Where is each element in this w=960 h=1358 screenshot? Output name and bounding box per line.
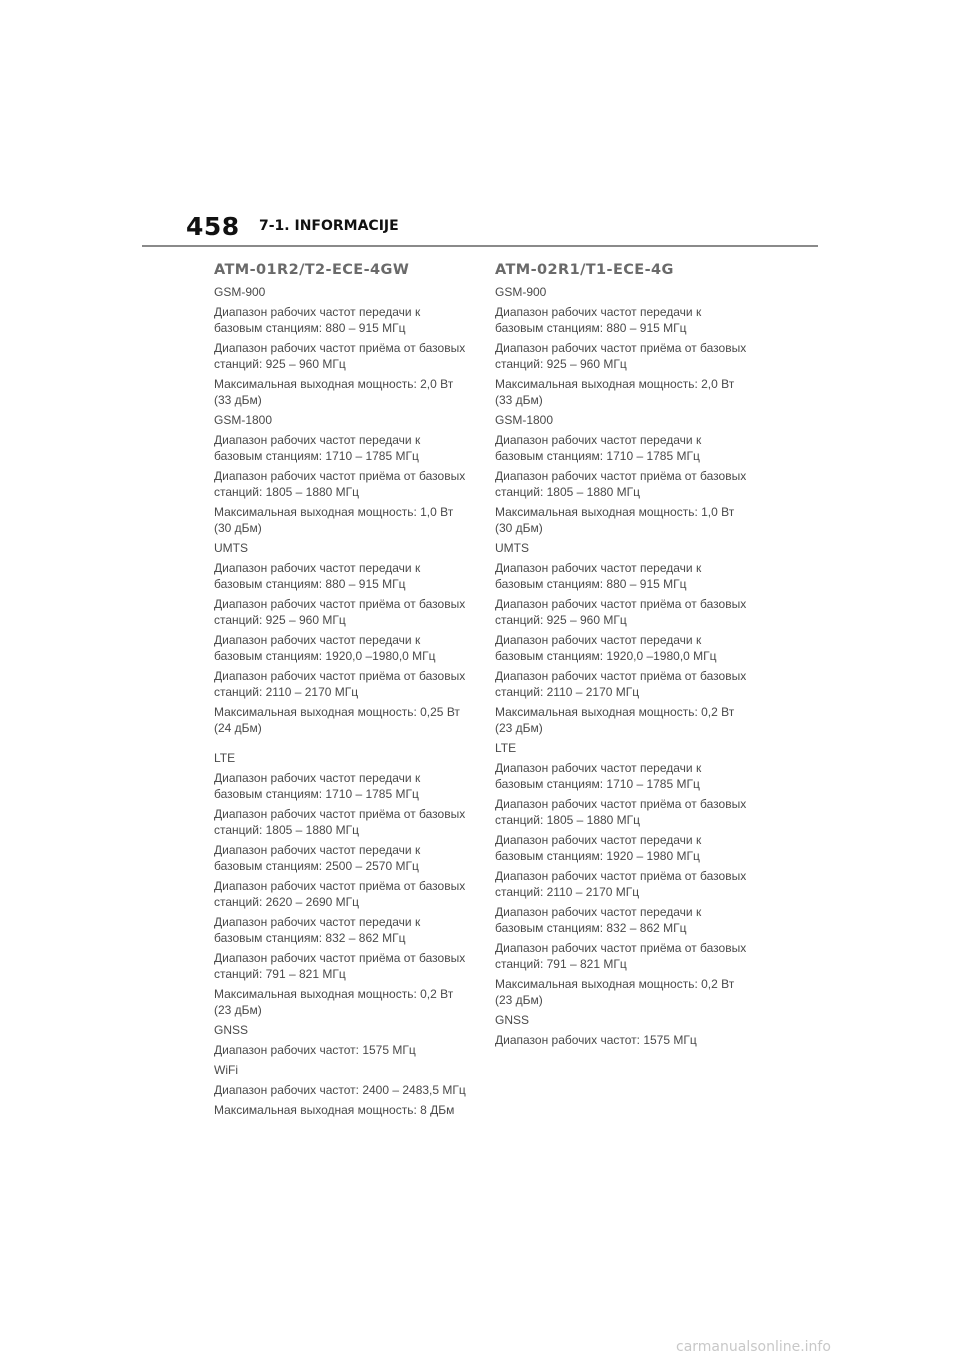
spec-paragraph: Максимальная выходная мощность: 1,0 Вт (30 дБм) [214,505,454,535]
spec-paragraph: Диапазон рабочих частот передачи к базовым станциям: 832 – 862 МГц [495,905,702,935]
spec-paragraph: Диапазон рабочих частот приёма от базовых станций: 2110 – 2170 МГц [495,869,747,899]
spec-paragraph: Диапазон рабочих частот приёма от базовых станций: 2110 – 2170 МГц [214,669,466,699]
page-number: 458 [186,212,240,241]
spec-paragraph: Диапазон рабочих частот передачи к базовым станциям: 880 – 915 МГц [214,561,421,591]
spec-section-heading: GSM-900 [214,285,266,299]
spec-section-heading: UMTS [214,541,248,555]
spec-paragraph: Диапазон рабочих частот приёма от базовых станций: 925 – 960 МГц [495,341,747,371]
spec-section-heading: GNSS [214,1023,249,1037]
spec-paragraph: Диапазон рабочих частот передачи к базовым станциям: 880 – 915 МГц [214,305,421,335]
spec-section-heading: LTE [495,741,517,755]
spec-paragraph: Диапазон рабочих частот: 1575 МГц [214,1043,416,1057]
spec-paragraph: Диапазон рабочих частот приёма от базовых станций: 925 – 960 МГц [214,597,466,627]
spec-paragraph: Максимальная выходная мощность: 8 ДБм [214,1103,455,1117]
spec-paragraph: Диапазон рабочих частот приёма от базовых станций: 791 – 821 МГц [214,951,466,981]
right-column [495,262,750,1052]
right-model-title: ATM-02R1/T1-ECE-4G [495,262,674,278]
right-spec-list [495,284,750,1048]
spec-paragraph: Максимальная выходная мощность: 0,2 Вт (23 дБм) [495,705,735,735]
spec-section-heading: GSM-1800 [495,413,554,427]
spec-paragraph: Диапазон рабочих частот приёма от базовых станций: 1805 – 1880 МГц [495,797,747,827]
spec-paragraph: Диапазон рабочих частот передачи к базовым станциям: 880 – 915 МГц [495,305,702,335]
spec-paragraph: Диапазон рабочих частот: 1575 МГц [495,1033,697,1047]
spec-paragraph: Диапазон рабочих частот приёма от базовых станций: 2110 – 2170 МГц [495,669,747,699]
spec-paragraph: Диапазон рабочих частот приёма от базовых станций: 1805 – 1880 МГц [214,469,466,499]
spec-paragraph: Максимальная выходная мощность: 2,0 Вт (33 дБм) [495,377,735,407]
spec-paragraph: Диапазон рабочих частот передачи к базовым станциям: 1710 – 1785 МГц [495,433,702,463]
section-title: 7-1. INFORMACIJE [259,218,399,234]
spec-paragraph: Максимальная выходная мощность: 0,25 Вт (24 дБм) [214,705,460,735]
spec-paragraph: Диапазон рабочих частот передачи к базовым станциям: 2500 – 2570 МГц [214,843,421,873]
spec-paragraph: Диапазон рабочих частот приёма от базовых станций: 2620 – 2690 МГц [214,879,466,909]
spec-paragraph: Диапазон рабочих частот передачи к базовым станциям: 1920,0 –1980,0 МГц [495,633,717,663]
spec-section-heading: UMTS [495,541,529,555]
spec-paragraph: Диапазон рабочих частот приёма от базовых станций: 791 – 821 МГц [495,941,747,971]
spec-paragraph: Диапазон рабочих частот передачи к базовым станциям: 1710 – 1785 МГц [214,433,421,463]
spec-paragraph: Диапазон рабочих частот приёма от базовых станций: 1805 – 1880 МГц [214,807,466,837]
spec-paragraph: Диапазон рабочих частот приёма от базовых станций: 925 – 960 МГц [495,597,747,627]
spec-section-heading: LTE [214,751,236,765]
left-model-title: ATM-01R2/T2-ECE-4GW [214,262,410,278]
spec-paragraph: Максимальная выходная мощность: 1,0 Вт (30 дБм) [495,505,735,535]
spec-paragraph: Диапазон рабочих частот: 2400 – 2483,5 МГц [214,1083,466,1097]
header-rule [142,245,818,247]
page-header [186,212,816,248]
spec-section-heading: GNSS [495,1013,530,1027]
left-spec-list [214,284,469,1118]
spec-paragraph: Максимальная выходная мощность: 2,0 Вт (33 дБм) [214,377,454,407]
spec-paragraph: Максимальная выходная мощность: 0,2 Вт (23 дБм) [495,977,735,1007]
watermark: carmanualsonline.info [676,1339,831,1355]
spec-section-heading: GSM-900 [495,285,547,299]
spec-paragraph: Диапазон рабочих частот передачи к базовым станциям: 1710 – 1785 МГц [495,761,702,791]
spec-section-heading: GSM-1800 [214,413,273,427]
spec-paragraph: Диапазон рабочих частот передачи к базовым станциям: 1920 – 1980 МГц [495,833,702,863]
left-column [214,262,469,1122]
spec-paragraph: Диапазон рабочих частот приёма от базовых станций: 1805 – 1880 МГц [495,469,747,499]
spec-paragraph: Диапазон рабочих частот приёма от базовых станций: 925 – 960 МГц [214,341,466,371]
spec-paragraph: Максимальная выходная мощность: 0,2 Вт (23 дБм) [214,987,454,1017]
spec-paragraph: Диапазон рабочих частот передачи к базовым станциям: 1920,0 –1980,0 МГц [214,633,436,663]
spec-paragraph: Диапазон рабочих частот передачи к базовым станциям: 880 – 915 МГц [495,561,702,591]
spec-paragraph: Диапазон рабочих частот передачи к базовым станциям: 832 – 862 МГц [214,915,421,945]
spec-paragraph: Диапазон рабочих частот передачи к базовым станциям: 1710 – 1785 МГц [214,771,421,801]
spec-section-heading: WiFi [214,1063,238,1077]
